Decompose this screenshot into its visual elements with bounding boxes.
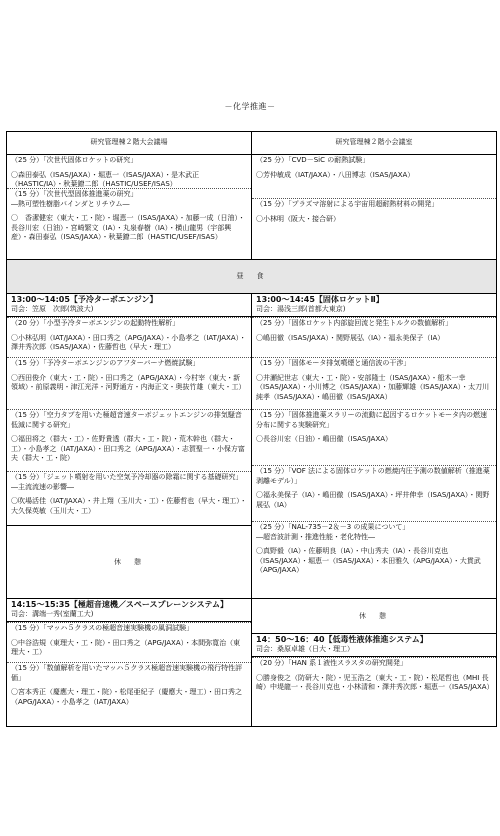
talk-authors: 〇森田泰弘（ISAS/JAXA）・堀恵一（ISAS/JAXA）・是木武正（HASTIC/IA）・秋葉鐐二郎（HASTIC/USEF/ISAS） xyxy=(11,170,200,188)
late-afternoon-row xyxy=(7,599,497,727)
talk-item xyxy=(252,521,496,597)
talk-item xyxy=(7,155,251,188)
session-header xyxy=(252,294,496,317)
talk-title: （20 分）「HAN 系１液性スラスタの研究開発」 xyxy=(256,659,407,667)
session-header xyxy=(7,294,251,317)
talk-item xyxy=(7,622,251,662)
lunch-label: 昼 食 xyxy=(7,260,497,294)
session-header xyxy=(252,634,496,657)
talk-authors: 〇西田俊介（東大・工・院）・田口秀之（APG/JAXA）・今村宰（東大・新領域）・前原義明・津江光洋・河野通方・内海正文・奥抜竹雄（東大・工） xyxy=(11,373,246,391)
session-chair: 司会：溝端一秀(室蘭工大) xyxy=(11,610,94,618)
room-header-row xyxy=(7,132,497,155)
talk-item xyxy=(7,662,251,726)
talk-authors: 〇勝身俊之（防研大・院）・児玉浩之（東大・工・院）・松尾哲也（MHI 長崎）中堤龍一・長谷川克也・小林清和・澤井秀次郎・堀恵一（ISAS/JAXA） xyxy=(256,673,494,691)
talk-authors: 〇福田将之（群大・工）・佐野貴透（群大・工・院）・荒木幹也（群大・工）・小島孝之（IAT/JAXA）・田口秀之（APG/JAXA）・志賀聖一・小保方富夫（群大・工・院） xyxy=(11,435,245,462)
talk-title: （25 分）「CVD－SiC の耐熱試験」 xyxy=(256,156,370,164)
session-title: 13:00～14:45【固体ロケットⅡ】 xyxy=(256,295,384,304)
session-title: 14：50～16：40【低毒性液体推進システム】 xyxy=(256,635,428,644)
afternoon-right-cell xyxy=(252,294,497,599)
section-heading: －化学推進－ xyxy=(224,102,276,111)
talk-authors: 〇井瀬紀世志（東大・工・院）・安部隆士（ISAS/JAXA）・船木一幸（ISAS/JAXA）・小川博之（ISAS/JAXA）・加藤輝雄（ISAS/JAXA）・太刀川純孝（ISAS/JAXA）・嶋田徹（ISAS/JAXA） xyxy=(256,373,490,401)
session-title: 14:15～15:35【極超音速機／スペースプレーンシステム】 xyxy=(11,600,229,609)
session-chair: 司会：笠原 次郎(筑波大) xyxy=(11,305,94,313)
talk-authors: 〇中谷浩規（東理大・工・院）・田口秀之（APG/JAXA）・本間弥寛治（東理大・工） xyxy=(11,638,241,656)
talk-authors: 〇宮本秀正（慶應大・理工・院）・松尾亜紀子（慶應大・理工）・田口秀之（APG/JAXA）・小島孝之（IAT/JAXA） xyxy=(11,688,242,706)
talk-title: （15 分）「次世代型固体推進薬の研究」 ―熱可塑性樹脂バインダとリチウム― xyxy=(11,190,138,208)
program-table xyxy=(6,131,497,727)
morning-right-cell xyxy=(252,155,497,260)
afternoon-left-cell xyxy=(7,294,252,599)
talk-title: （20 分）「小型予冷ターボエンジンの起動特性解析」 xyxy=(11,319,180,327)
talk-authors: 〇長谷川宏（日油）・嶋田徹（ISAS/JAXA） xyxy=(256,435,393,443)
talk-title: （15 分）「固体推進薬スラリーの流動に起因するロケットモータ内の燃速分布に関する実験研究」 xyxy=(256,411,488,429)
talk-item xyxy=(252,409,496,465)
talk-item xyxy=(252,317,496,357)
talk-authors: 〇芳仲敏成（IAT/JAXA）・八田博志（ISAS/JAXA） xyxy=(256,170,415,179)
talk-item xyxy=(7,471,251,525)
room-right: 研究管理棟２階小会議室 xyxy=(252,132,497,155)
talk-authors: 〇吹場活佳（IAT/JAXA）・井上翔（玉川大・工）・佐藤哲也（早大・理工）・大久保英敏（玉川大・工） xyxy=(11,497,247,515)
talk-authors: 〇小林明（阪大・接合研） xyxy=(256,214,340,223)
morning-row xyxy=(7,155,497,260)
talk-title: （25 分）「次世代固体ロケットの研究」 xyxy=(11,156,138,164)
talk-item xyxy=(7,409,251,471)
talk-item xyxy=(252,657,496,723)
afternoon-row xyxy=(7,294,497,599)
talk-item xyxy=(252,155,496,198)
talk-title: （15 分）「プラズマ溶射による宇宙用超耐熱材料の開発」 xyxy=(256,200,439,208)
talk-authors: 〇真野毅（IA）・佐藤明良（IA）・中山秀夫（IA）・長谷川克也（ISAS/JAXA）・堀恵一（ISAS/JAXA）・本田雅久（APG/JAXA）・大貫武（APG/JAXA） xyxy=(256,547,481,574)
talk-item xyxy=(252,357,496,409)
talk-title: （15 分）「固体モータ排気噴煙と通信波の干渉」 xyxy=(256,359,411,367)
room-left: 研究管理棟２階大会議場 xyxy=(7,132,252,155)
talk-title: （25 分）「NAL-735－2＆－3 の成果について」 ―超音波計測・推進性能・老化特性― xyxy=(256,523,410,541)
talk-item xyxy=(7,357,251,409)
talk-item xyxy=(252,198,496,259)
talk-title: （15 分）「ジェット噴射を用いた空気予冷却器の除霜に関する基礎研究」 ―主流流速の影響― xyxy=(11,473,243,491)
talk-item xyxy=(7,317,251,357)
rest-label-left: 休 憩 xyxy=(7,525,251,598)
morning-left-cell xyxy=(7,155,252,260)
talk-authors: 〇嶋田徹（ISAS/JAXA）・関野展弘（IA）・福永美保子（IA） xyxy=(256,333,445,342)
talk-authors: 〇福永美保子（IA）・嶋田徹（ISAS/JAXA）・坪井伸幸（ISAS/JAXA）・関野展弘（IA） xyxy=(256,491,490,509)
talk-authors: 〇小林弘明（IAT/JAXA）・田口秀之（APG/JAXA）・小島孝之（IAT/JAXA）・澤井秀次郎（ISAS/JAXA）・佐藤哲也（早大・理工） xyxy=(11,333,247,351)
rest-label-right: 休 憩 xyxy=(252,599,496,634)
talk-title: （15 分）「VOF 法による固体ロケットの燃焼内圧予測の数値解析（推進薬剥離モデル）」 xyxy=(256,467,490,485)
session-chair: 司会：桑原卓雄（日大・理工） xyxy=(256,645,354,653)
talk-item xyxy=(252,465,496,521)
talk-authors: 〇 香潔健宏（東大・工・院）・堀恵一（ISAS/JAXA）・加藤一成（日油）・長谷川宏（日油）・宮崎繁文（IA）・丸泉春樹（IA）・横山龍男（宇部興産）・森田泰弘（ISAS/JAXA）・秋葉鐐二郎（HASTIC/USEF/ISAS） xyxy=(11,214,246,241)
talk-item xyxy=(7,188,251,259)
session-header xyxy=(7,599,251,622)
late-right-cell xyxy=(252,599,497,727)
talk-title: （15 分）「数値解析を用いたマッハ５クラス極超音速実験機の飛行特性評価」 xyxy=(11,664,243,682)
talk-title: （15 分）「空力タブを用いた極超音速ターボジェットエンジンの排気騒音低減に関する研究」 xyxy=(11,411,242,429)
talk-title: （25 分）「固体ロケット内部旋回流と発生トルクの数値解析」 xyxy=(256,319,453,327)
session-chair: 司会：湯浅三郎(首都大東京) xyxy=(256,305,346,313)
session-title: 13:00～14:05【予冷ターボエンジン】 xyxy=(11,295,158,304)
talk-title: （15 分）「マッハ５クラスの極超音速実験機の風洞試験」 xyxy=(11,624,194,632)
talk-title: （15 分）「予冷ターボエンジンのアフターバーナ燃焼試験」 xyxy=(11,359,200,367)
late-left-cell xyxy=(7,599,252,727)
lunch-row xyxy=(7,260,497,294)
